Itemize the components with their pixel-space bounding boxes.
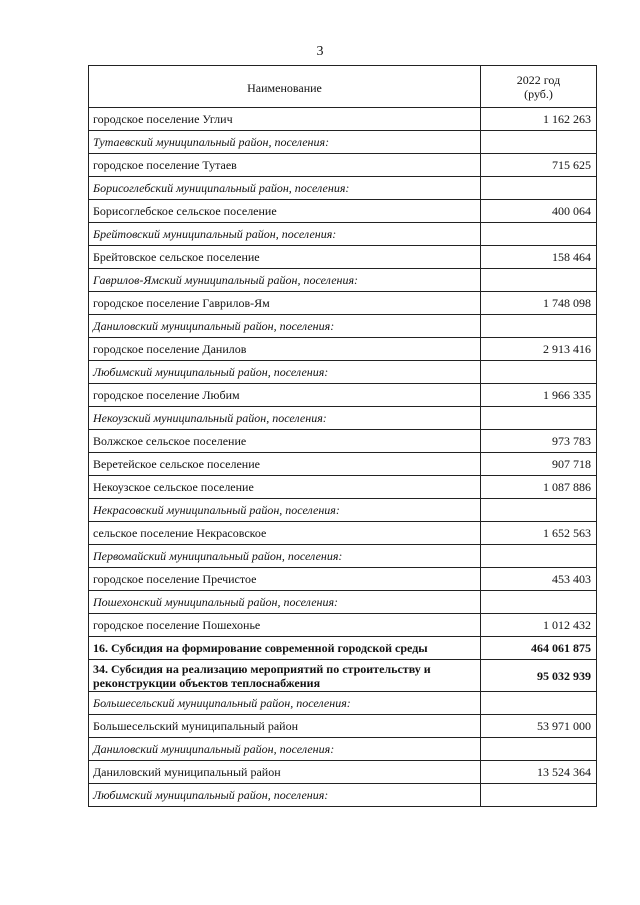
row-value	[481, 692, 597, 715]
row-name: городское поселение Тутаев	[89, 154, 481, 177]
row-name: городское поселение Любим	[89, 384, 481, 407]
row-value: 1 966 335	[481, 384, 597, 407]
row-value	[481, 131, 597, 154]
row-name: Даниловский муниципальный район, поселения:	[89, 738, 481, 761]
row-value: 464 061 875	[481, 637, 597, 660]
row-value: 2 913 416	[481, 338, 597, 361]
district-row	[89, 499, 597, 522]
row-value: 13 524 364	[481, 761, 597, 784]
row-name: Любимский муниципальный район, поселения:	[89, 361, 481, 384]
table-row	[89, 430, 597, 453]
table-row	[89, 476, 597, 499]
district-row	[89, 784, 597, 807]
district-row	[89, 692, 597, 715]
table-header-row	[89, 66, 597, 108]
row-name: Борисоглебское сельское поселение	[89, 200, 481, 223]
row-name: Первомайский муниципальный район, поселения:	[89, 545, 481, 568]
row-name: 16. Субсидия на формирование современной городской среды	[89, 637, 481, 660]
row-name: Брейтовское сельское поселение	[89, 246, 481, 269]
row-value: 95 032 939	[481, 660, 597, 692]
row-value	[481, 177, 597, 200]
district-row	[89, 315, 597, 338]
district-row	[89, 177, 597, 200]
column-header-year	[481, 66, 597, 108]
section-row	[89, 637, 597, 660]
row-value: 453 403	[481, 568, 597, 591]
row-name: городское поселение Пошехонье	[89, 614, 481, 637]
column-header-year-label: 2022 год	[516, 72, 561, 87]
row-value	[481, 407, 597, 430]
page-number: 3	[316, 44, 324, 59]
row-value	[481, 269, 597, 292]
section-row	[89, 660, 597, 692]
district-row	[89, 223, 597, 246]
row-value	[481, 591, 597, 614]
row-name: городское поселение Данилов	[89, 338, 481, 361]
table-row	[89, 614, 597, 637]
row-name: городское поселение Углич	[89, 108, 481, 131]
row-value: 158 464	[481, 246, 597, 269]
row-value: 715 625	[481, 154, 597, 177]
district-row	[89, 361, 597, 384]
row-name: Борисоглебский муниципальный район, поселения:	[89, 177, 481, 200]
row-name: Большесельский муниципальный район	[89, 715, 481, 738]
row-value	[481, 499, 597, 522]
row-value	[481, 784, 597, 807]
district-row	[89, 738, 597, 761]
district-row	[89, 545, 597, 568]
row-value	[481, 361, 597, 384]
row-name: Даниловский муниципальный район, поселения:	[89, 315, 481, 338]
row-value: 1 162 263	[481, 108, 597, 131]
row-name: Даниловский муниципальный район	[89, 761, 481, 784]
row-name: городское поселение Гаврилов-Ям	[89, 292, 481, 315]
subsidy-table	[88, 65, 597, 807]
row-name: Тутаевский муниципальный район, поселения:	[89, 131, 481, 154]
table-row	[89, 154, 597, 177]
district-row	[89, 591, 597, 614]
row-name: Некрасовский муниципальный район, поселения:	[89, 499, 481, 522]
row-name: Брейтовский муниципальный район, поселения:	[89, 223, 481, 246]
row-value: 973 783	[481, 430, 597, 453]
table-row	[89, 715, 597, 738]
row-value: 907 718	[481, 453, 597, 476]
table-row	[89, 292, 597, 315]
district-row	[89, 131, 597, 154]
table-row	[89, 108, 597, 131]
row-name: Пошехонский муниципальный район, поселения:	[89, 591, 481, 614]
table-row	[89, 568, 597, 591]
column-header-year-unit: (руб.)	[524, 86, 553, 101]
row-name: Некоузский муниципальный район, поселения:	[89, 407, 481, 430]
table-row	[89, 522, 597, 545]
table-row	[89, 384, 597, 407]
row-value	[481, 738, 597, 761]
row-value: 400 064	[481, 200, 597, 223]
row-value	[481, 223, 597, 246]
row-name: 34. Субсидия на реализацию мероприятий по строительству и реконструкции объектов теплоснабжения	[89, 660, 481, 692]
table-row	[89, 200, 597, 223]
row-value: 1 012 432	[481, 614, 597, 637]
row-name: Любимский муниципальный район, поселения:	[89, 784, 481, 807]
row-name: Гаврилов-Ямский муниципальный район, поселения:	[89, 269, 481, 292]
row-name: Веретейское сельское поселение	[89, 453, 481, 476]
table-row	[89, 338, 597, 361]
row-value	[481, 545, 597, 568]
district-row	[89, 269, 597, 292]
table-body	[89, 108, 597, 807]
row-name: городское поселение Пречистое	[89, 568, 481, 591]
row-value: 1 652 563	[481, 522, 597, 545]
row-value: 1 087 886	[481, 476, 597, 499]
table-row	[89, 453, 597, 476]
row-name: Волжское сельское поселение	[89, 430, 481, 453]
row-name: сельское поселение Некрасовское	[89, 522, 481, 545]
row-name: Большесельский муниципальный район, поселения:	[89, 692, 481, 715]
row-name: Некоузское сельское поселение	[89, 476, 481, 499]
district-row	[89, 407, 597, 430]
row-value: 53 971 000	[481, 715, 597, 738]
table-row	[89, 246, 597, 269]
column-header-name: Наименование	[89, 66, 481, 108]
row-value: 1 748 098	[481, 292, 597, 315]
row-value	[481, 315, 597, 338]
table-row	[89, 761, 597, 784]
